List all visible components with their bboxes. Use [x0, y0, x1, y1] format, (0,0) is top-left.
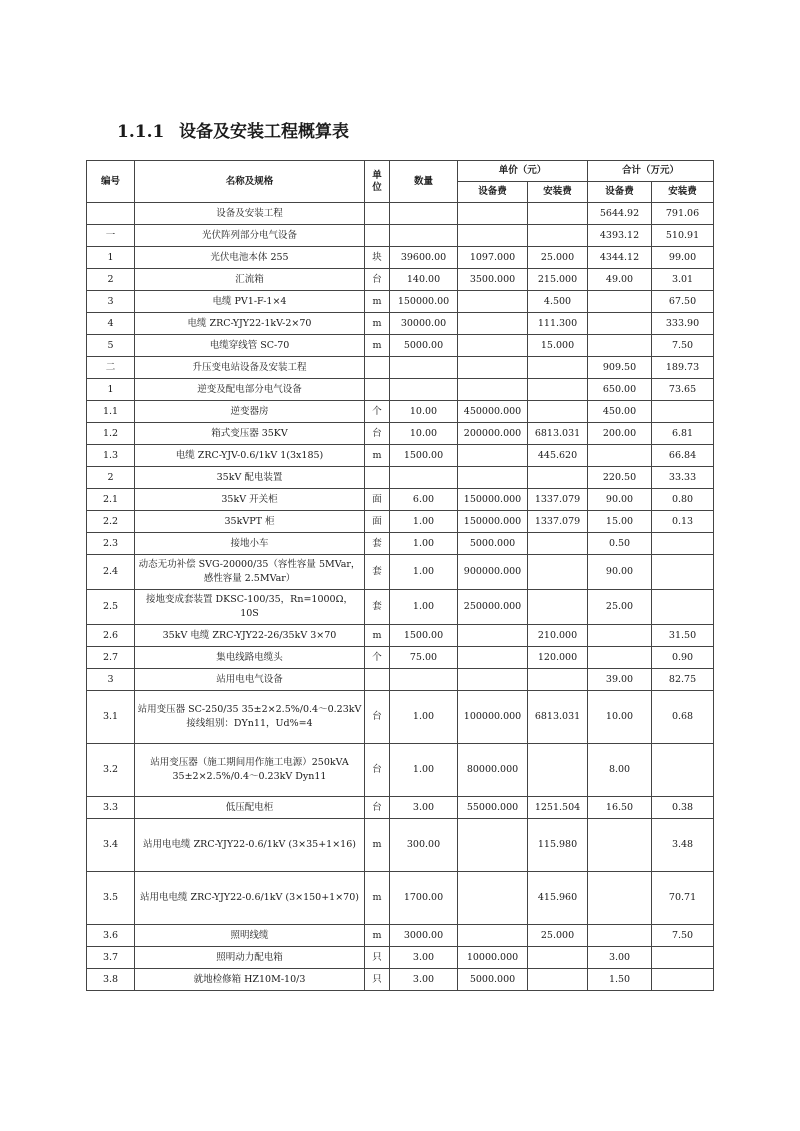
cell-name: 逆变器房 [135, 401, 365, 423]
cell-qty: 10.00 [390, 401, 458, 423]
cell-price-equip: 450000.000 [458, 401, 528, 423]
cell-name: 电缆穿线管 SC-70 [135, 335, 365, 357]
cell-price-equip [458, 819, 528, 872]
cell-qty: 1.00 [390, 691, 458, 744]
cell-price-install [528, 225, 588, 247]
cell-unit: 个 [365, 647, 390, 669]
cell-price-install: 215.000 [528, 269, 588, 291]
cell-price-install: 1337.079 [528, 489, 588, 511]
cell-price-equip [458, 335, 528, 357]
cell-price-equip [458, 669, 528, 691]
cell-code: 3.1 [87, 691, 135, 744]
cell-total-install: 189.73 [652, 357, 714, 379]
cell-price-install: 210.000 [528, 625, 588, 647]
cell-qty: 1500.00 [390, 625, 458, 647]
cell-price-install [528, 379, 588, 401]
cell-code: 4 [87, 313, 135, 335]
cell-total-equip: 220.50 [588, 467, 652, 489]
cell-total-equip: 16.50 [588, 797, 652, 819]
cell-unit: 只 [365, 947, 390, 969]
cell-price-equip [458, 467, 528, 489]
table-row [87, 797, 714, 819]
cell-code: 3.3 [87, 797, 135, 819]
cell-price-install [528, 357, 588, 379]
cell-total-equip [588, 313, 652, 335]
cell-total-install: 31.50 [652, 625, 714, 647]
cell-code: 二 [87, 357, 135, 379]
cell-name: 集电线路电缆头 [135, 647, 365, 669]
cell-total-install: 73.65 [652, 379, 714, 401]
cell-price-install: 445.620 [528, 445, 588, 467]
cell-code: 2.2 [87, 511, 135, 533]
col-total-equip-header: 设备费 [588, 182, 652, 203]
cell-price-equip [458, 647, 528, 669]
cell-price-equip: 10000.000 [458, 947, 528, 969]
cell-price-install: 15.000 [528, 335, 588, 357]
cell-price-equip [458, 291, 528, 313]
cell-total-equip [588, 625, 652, 647]
section-title: 设备及安装工程概算表 [179, 122, 349, 142]
cell-price-install [528, 590, 588, 625]
cell-name: 逆变及配电部分电气设备 [135, 379, 365, 401]
cell-total-install: 333.90 [652, 313, 714, 335]
cell-code: 一 [87, 225, 135, 247]
cell-name: 就地检修箱 HZ10M-10/3 [135, 969, 365, 991]
cell-total-install: 70.71 [652, 872, 714, 925]
cell-total-install: 0.68 [652, 691, 714, 744]
cell-price-install: 6813.031 [528, 423, 588, 445]
cell-total-equip: 5644.92 [588, 203, 652, 225]
cell-unit: 只 [365, 969, 390, 991]
cell-price-equip: 3500.000 [458, 269, 528, 291]
cell-total-equip: 25.00 [588, 590, 652, 625]
cell-code: 1.1 [87, 401, 135, 423]
cell-qty: 1500.00 [390, 445, 458, 467]
cell-unit: 套 [365, 533, 390, 555]
table-row [87, 291, 714, 313]
cell-code: 2.7 [87, 647, 135, 669]
table-row [87, 203, 714, 225]
col-total-install-header: 安装费 [652, 182, 714, 203]
cell-name: 35kV 开关柜 [135, 489, 365, 511]
cell-name: 站用变压器 SC-250/35 35±2×2.5%/0.4～0.23kV 接线组别：DYn11，Ud%=4 [135, 691, 365, 744]
cell-qty: 75.00 [390, 647, 458, 669]
table-row [87, 313, 714, 335]
cell-code: 3.8 [87, 969, 135, 991]
table-row [87, 423, 714, 445]
cell-total-equip: 3.00 [588, 947, 652, 969]
cell-name: 电缆 PV1-F-1×4 [135, 291, 365, 313]
table-row [87, 401, 714, 423]
col-code-header: 编号 [87, 161, 135, 203]
cell-price-equip: 80000.000 [458, 744, 528, 797]
cell-unit: 台 [365, 797, 390, 819]
section-number: 1.1.1 [117, 122, 165, 142]
cell-code: 3 [87, 669, 135, 691]
cell-code: 5 [87, 335, 135, 357]
cell-total-install: 33.33 [652, 467, 714, 489]
cell-price-install [528, 401, 588, 423]
cell-name: 接地变成套装置 DKSC-100/35，Rn=1000Ω，10S [135, 590, 365, 625]
cell-total-equip [588, 872, 652, 925]
cell-code [87, 203, 135, 225]
table-row [87, 647, 714, 669]
cell-total-install: 82.75 [652, 669, 714, 691]
table-row [87, 969, 714, 991]
cell-price-equip [458, 625, 528, 647]
table-row [87, 511, 714, 533]
col-qty-header: 数量 [390, 161, 458, 203]
cell-price-install [528, 744, 588, 797]
cell-total-equip: 90.00 [588, 489, 652, 511]
cell-unit [365, 225, 390, 247]
cell-total-install: 99.00 [652, 247, 714, 269]
cell-qty: 6.00 [390, 489, 458, 511]
cell-total-equip [588, 819, 652, 872]
cell-total-install [652, 533, 714, 555]
cell-total-install: 66.84 [652, 445, 714, 467]
cell-total-equip: 0.50 [588, 533, 652, 555]
cell-unit [365, 379, 390, 401]
cell-total-install: 0.80 [652, 489, 714, 511]
cell-price-install: 1251.504 [528, 797, 588, 819]
table-row [87, 269, 714, 291]
cell-code: 1.2 [87, 423, 135, 445]
cell-unit: m [365, 291, 390, 313]
cell-qty: 1.00 [390, 590, 458, 625]
table-row [87, 669, 714, 691]
section-heading [117, 117, 349, 142]
cell-qty: 3.00 [390, 797, 458, 819]
cell-unit: m [365, 445, 390, 467]
cell-name: 动态无功补偿 SVG-20000/35（容性容量 5MVar，感性容量 2.5MVar） [135, 555, 365, 590]
cell-code: 3.7 [87, 947, 135, 969]
cell-price-install: 1337.079 [528, 511, 588, 533]
cell-price-install [528, 203, 588, 225]
cell-price-install [528, 947, 588, 969]
cell-name: 电缆 ZRC-YJY22-1kV-2×70 [135, 313, 365, 335]
cell-code: 1.3 [87, 445, 135, 467]
cell-total-equip: 90.00 [588, 555, 652, 590]
budget-table [86, 160, 714, 991]
cell-code: 2.3 [87, 533, 135, 555]
cell-name: 接地小车 [135, 533, 365, 555]
cell-unit: 台 [365, 423, 390, 445]
cell-total-equip [588, 445, 652, 467]
cell-price-equip: 150000.000 [458, 489, 528, 511]
cell-price-equip [458, 225, 528, 247]
cell-total-install [652, 401, 714, 423]
cell-price-equip: 55000.000 [458, 797, 528, 819]
table-row [87, 555, 714, 590]
col-unit-line1: 单 [372, 169, 382, 181]
table-row [87, 744, 714, 797]
cell-total-equip: 1.50 [588, 969, 652, 991]
cell-code: 2 [87, 467, 135, 489]
cell-price-equip [458, 925, 528, 947]
table-row [87, 947, 714, 969]
cell-code: 3.4 [87, 819, 135, 872]
cell-qty: 3000.00 [390, 925, 458, 947]
cell-unit: m [365, 625, 390, 647]
cell-price-equip: 5000.000 [458, 533, 528, 555]
col-unit-line2: 位 [372, 181, 382, 193]
header-row-1 [87, 161, 714, 182]
cell-unit: 套 [365, 590, 390, 625]
cell-unit: m [365, 819, 390, 872]
table-row [87, 819, 714, 872]
cell-name: 站用电电缆 ZRC-YJY22-0.6/1kV (3×35+1×16) [135, 819, 365, 872]
cell-total-install: 3.01 [652, 269, 714, 291]
cell-price-equip [458, 357, 528, 379]
cell-qty [390, 467, 458, 489]
cell-price-install [528, 669, 588, 691]
cell-total-install: 67.50 [652, 291, 714, 313]
cell-code: 3.5 [87, 872, 135, 925]
cell-unit [365, 203, 390, 225]
table-row [87, 247, 714, 269]
cell-name: 光伏电池本体 255 [135, 247, 365, 269]
cell-total-equip: 909.50 [588, 357, 652, 379]
cell-code: 2 [87, 269, 135, 291]
cell-qty: 140.00 [390, 269, 458, 291]
cell-code: 3.6 [87, 925, 135, 947]
cell-price-install [528, 555, 588, 590]
cell-qty [390, 357, 458, 379]
cell-code: 2.1 [87, 489, 135, 511]
cell-total-equip [588, 335, 652, 357]
cell-qty: 1.00 [390, 555, 458, 590]
table-row [87, 379, 714, 401]
table-row [87, 225, 714, 247]
cell-qty: 3.00 [390, 969, 458, 991]
col-total-header: 合计（万元） [588, 161, 714, 182]
cell-name: 35kV 电缆 ZRC-YJY22-26/35kV 3×70 [135, 625, 365, 647]
cell-unit: 面 [365, 489, 390, 511]
cell-qty: 1700.00 [390, 872, 458, 925]
table-row [87, 533, 714, 555]
cell-total-install [652, 555, 714, 590]
table-row [87, 590, 714, 625]
table-row [87, 467, 714, 489]
table-row [87, 691, 714, 744]
cell-price-install: 120.000 [528, 647, 588, 669]
col-name-header: 名称及规格 [135, 161, 365, 203]
cell-price-install: 6813.031 [528, 691, 588, 744]
cell-total-equip: 4344.12 [588, 247, 652, 269]
col-unit-price-header: 单价（元） [458, 161, 588, 182]
cell-total-equip: 650.00 [588, 379, 652, 401]
cell-qty: 39600.00 [390, 247, 458, 269]
cell-unit: 台 [365, 269, 390, 291]
table-row [87, 489, 714, 511]
cell-unit: m [365, 925, 390, 947]
cell-total-equip [588, 291, 652, 313]
cell-name: 低压配电柜 [135, 797, 365, 819]
table-row [87, 335, 714, 357]
cell-total-equip: 8.00 [588, 744, 652, 797]
cell-price-install: 25.000 [528, 247, 588, 269]
cell-total-install [652, 947, 714, 969]
cell-code: 2.6 [87, 625, 135, 647]
cell-unit: 台 [365, 744, 390, 797]
cell-total-install: 6.81 [652, 423, 714, 445]
cell-name: 电缆 ZRC-YJV-0.6/1kV 1(3x185) [135, 445, 365, 467]
cell-name: 站用电电缆 ZRC-YJY22-0.6/1kV (3×150+1×70) [135, 872, 365, 925]
table-row [87, 445, 714, 467]
cell-total-equip: 15.00 [588, 511, 652, 533]
cell-qty: 1.00 [390, 744, 458, 797]
cell-total-install: 7.50 [652, 335, 714, 357]
cell-total-equip: 450.00 [588, 401, 652, 423]
cell-name: 照明动力配电箱 [135, 947, 365, 969]
cell-name: 升压变电站设备及安装工程 [135, 357, 365, 379]
cell-price-equip: 150000.000 [458, 511, 528, 533]
table-row [87, 925, 714, 947]
cell-price-equip [458, 379, 528, 401]
cell-qty [390, 379, 458, 401]
cell-price-equip [458, 445, 528, 467]
cell-name: 站用电电气设备 [135, 669, 365, 691]
cell-total-install: 0.13 [652, 511, 714, 533]
table-row [87, 872, 714, 925]
cell-unit: 套 [365, 555, 390, 590]
cell-price-equip [458, 203, 528, 225]
cell-unit [365, 357, 390, 379]
cell-price-install [528, 533, 588, 555]
cell-total-equip: 200.00 [588, 423, 652, 445]
cell-code: 1 [87, 379, 135, 401]
cell-price-equip: 1097.000 [458, 247, 528, 269]
cell-qty: 10.00 [390, 423, 458, 445]
cell-total-install: 3.48 [652, 819, 714, 872]
cell-price-equip: 250000.000 [458, 590, 528, 625]
cell-total-equip [588, 925, 652, 947]
cell-price-equip [458, 872, 528, 925]
cell-total-install: 0.90 [652, 647, 714, 669]
col-price-equip-header: 设备费 [458, 182, 528, 203]
cell-unit [365, 467, 390, 489]
cell-qty [390, 225, 458, 247]
cell-total-install: 510.91 [652, 225, 714, 247]
cell-name: 箱式变压器 35KV [135, 423, 365, 445]
cell-qty: 5000.00 [390, 335, 458, 357]
table-body [87, 203, 714, 991]
cell-total-install: 791.06 [652, 203, 714, 225]
cell-unit [365, 669, 390, 691]
cell-unit: 台 [365, 691, 390, 744]
cell-qty [390, 203, 458, 225]
cell-unit: 块 [365, 247, 390, 269]
cell-code: 3.2 [87, 744, 135, 797]
cell-total-install [652, 744, 714, 797]
cell-total-equip: 49.00 [588, 269, 652, 291]
cell-price-install: 415.960 [528, 872, 588, 925]
table-row [87, 625, 714, 647]
cell-code: 2.5 [87, 590, 135, 625]
cell-unit: 面 [365, 511, 390, 533]
col-price-install-header: 安装费 [528, 182, 588, 203]
cell-name: 照明线缆 [135, 925, 365, 947]
cell-code: 3 [87, 291, 135, 313]
cell-price-equip [458, 313, 528, 335]
col-unit-header [365, 161, 390, 203]
cell-price-install: 4.500 [528, 291, 588, 313]
cell-total-equip: 4393.12 [588, 225, 652, 247]
cell-total-install [652, 590, 714, 625]
cell-qty: 300.00 [390, 819, 458, 872]
cell-price-install: 115.980 [528, 819, 588, 872]
cell-unit: m [365, 335, 390, 357]
cell-name: 汇流箱 [135, 269, 365, 291]
cell-total-install: 7.50 [652, 925, 714, 947]
cell-unit: m [365, 313, 390, 335]
cell-name: 设备及安装工程 [135, 203, 365, 225]
cell-unit: 个 [365, 401, 390, 423]
cell-price-install [528, 467, 588, 489]
cell-unit: m [365, 872, 390, 925]
cell-code: 1 [87, 247, 135, 269]
cell-price-install: 25.000 [528, 925, 588, 947]
cell-price-equip: 100000.000 [458, 691, 528, 744]
cell-code: 2.4 [87, 555, 135, 590]
cell-total-equip: 10.00 [588, 691, 652, 744]
cell-price-install [528, 969, 588, 991]
cell-total-install [652, 969, 714, 991]
cell-name: 35kV 配电装置 [135, 467, 365, 489]
cell-total-equip [588, 647, 652, 669]
cell-qty: 150000.00 [390, 291, 458, 313]
cell-total-equip: 39.00 [588, 669, 652, 691]
cell-name: 35kVPT 柜 [135, 511, 365, 533]
table-row [87, 357, 714, 379]
cell-price-equip: 5000.000 [458, 969, 528, 991]
cell-price-equip: 900000.000 [458, 555, 528, 590]
cell-price-install: 111.300 [528, 313, 588, 335]
cell-name: 光伏阵列部分电气设备 [135, 225, 365, 247]
cell-name: 站用变压器（施工期间用作施工电源）250kVA 35±2×2.5%/0.4～0.23kV Dyn11 [135, 744, 365, 797]
cell-qty [390, 669, 458, 691]
cell-qty: 1.00 [390, 511, 458, 533]
cell-total-install: 0.38 [652, 797, 714, 819]
cell-price-equip: 200000.000 [458, 423, 528, 445]
cell-qty: 3.00 [390, 947, 458, 969]
cell-qty: 1.00 [390, 533, 458, 555]
cell-qty: 30000.00 [390, 313, 458, 335]
